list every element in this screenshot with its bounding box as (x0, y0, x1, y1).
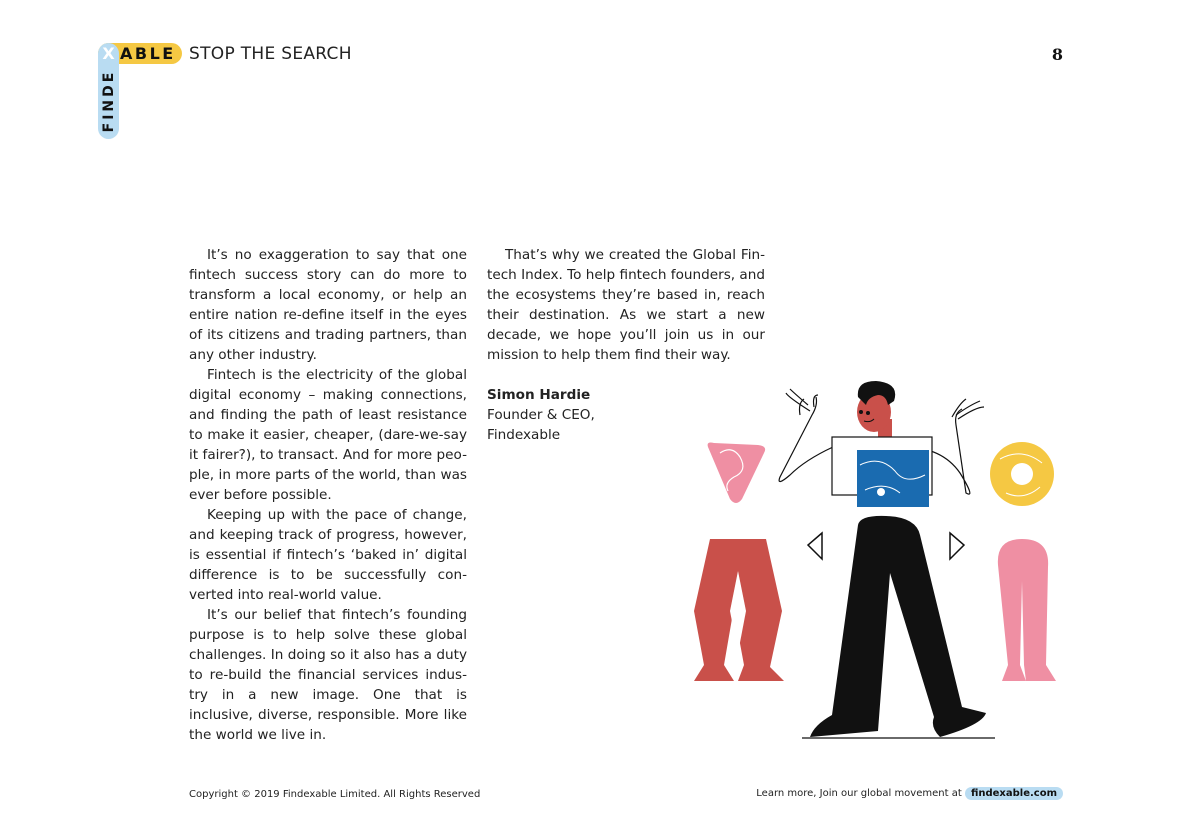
paragraph: Keeping up with the pace of change, and keeping track of progress, however, is essential if fintech’s ‘baked in’ digital difference is to be successfully con-verted into real-world value. (189, 507, 467, 603)
paragraph: That’s why we created the Global Fin-tech Index. To help fintech founders, and the ecosystems they’re based in, reach their destination. As we start a new decade, we hope you’ll join us in our mission to help them find their way. (487, 247, 766, 363)
signature-name: Simon Hardie (487, 387, 591, 403)
text-column-left (189, 245, 467, 745)
copyright-text: Copyright © 2019 Findexable Limited. All Rights Reserved (189, 789, 481, 800)
page-number: 8 (1051, 45, 1063, 64)
logo-finde-text: FINDE (100, 69, 117, 133)
paragraph: It’s no exaggeration to say that one fintech success story can do more to transform a local economy, or help an entire nation re-define itself in the eyes of its citizens and trading partners, than any other industry. (189, 247, 467, 363)
red-trousers (694, 539, 784, 681)
paragraph: Fintech is the electricity of the global digital economy – making connections, and finding the path of least resistance to make it easier, cheaper, (dare-we-say it fairer?), to transact. And for more peo-ple, in more parts of the world, than was ever before possible. (189, 367, 467, 503)
logo-able-text: ABLE (120, 44, 176, 63)
logo-x-letter: X (102, 44, 115, 63)
page-title: STOP THE SEARCH (189, 44, 352, 64)
character-head (857, 381, 895, 445)
findexable-logo (98, 43, 182, 139)
signature-company: Findexable (487, 427, 561, 443)
findexable-link[interactable]: findexable.com (965, 787, 1063, 800)
signature-role: Founder & CEO, (487, 407, 595, 423)
logo-finde-text-wrap (98, 65, 119, 137)
pink-trousers (998, 539, 1056, 681)
character-illustration (690, 375, 1070, 745)
footer-cta (756, 787, 1063, 800)
black-trousers (802, 516, 995, 738)
character-torso (832, 437, 932, 507)
footer-cta-text: Learn more, Join our global movement at (756, 788, 962, 799)
yellow-donut (990, 442, 1054, 506)
pink-shape (708, 443, 766, 504)
paragraph: It’s our belief that fintech’s founding purpose is to help solve these global challenges. In doing so it also has a duty to re-build the financial services indus-try in a new image. One that is inclusive, diverse, responsible. More like the world we live in. (189, 607, 467, 743)
